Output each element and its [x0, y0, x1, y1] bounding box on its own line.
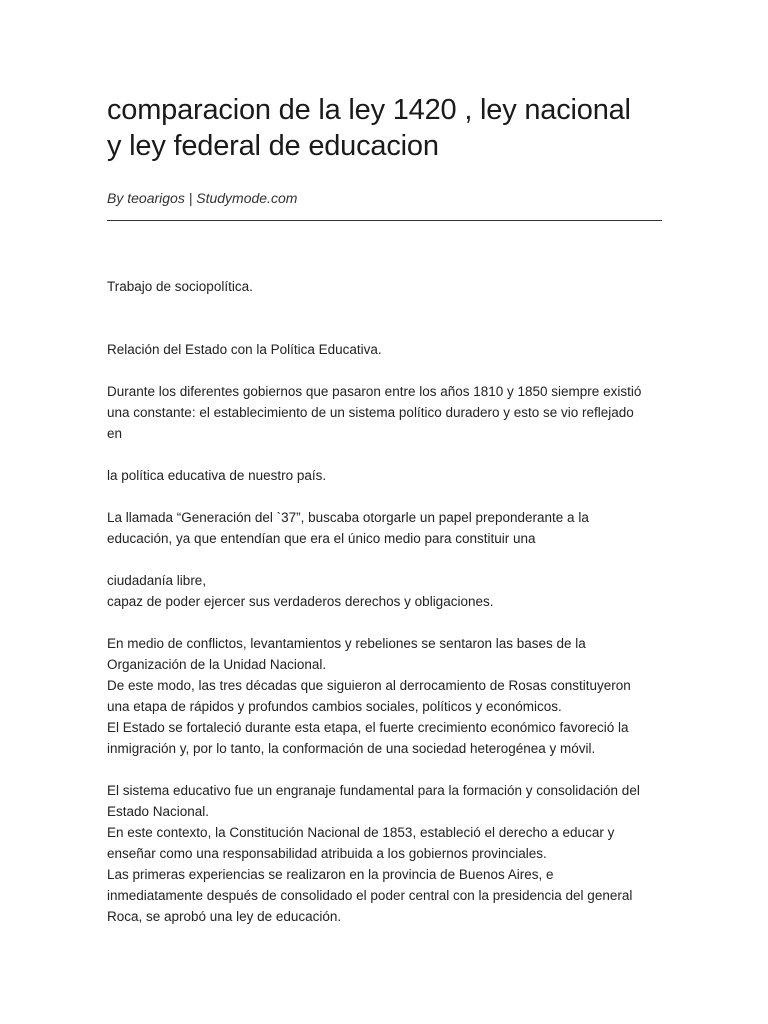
text-line: enseñar como una responsabilidad atribuida a los gobiernos provinciales.: [107, 846, 547, 861]
spacer: [107, 360, 663, 381]
text-line: La llamada “Generación del `37”, buscaba otorgarle un papel preponderante a la: [107, 510, 589, 525]
paragraph-7: [107, 633, 663, 759]
text-line: Roca, se aprobó una ley de educación.: [107, 909, 342, 924]
text-line: en: [107, 426, 123, 441]
text-line: Durante los diferentes gobiernos que pasaron entre los años 1810 y 1850 siempre existió: [107, 384, 642, 399]
document-body: [107, 276, 663, 927]
paragraph-6: [107, 570, 663, 612]
title-line-1: comparacion de la ley 1420 , ley nacional: [107, 94, 631, 126]
paragraph-1: Trabajo de sociopolítica.: [107, 279, 253, 294]
text-line: El Estado se fortaleció durante esta etapa, el fuerte crecimiento económico favoreció la: [107, 720, 629, 735]
text-line: inmediatamente después de consolidado el poder central con la presidencia del general: [107, 888, 633, 903]
spacer: [107, 759, 663, 780]
paragraph-8: [107, 780, 663, 927]
spacer: [107, 486, 663, 507]
text-line: educación, ya que entendían que era el único medio para constituir una: [107, 531, 536, 546]
text-line: De este modo, las tres décadas que siguieron al derrocamiento de Rosas constituyeron: [107, 678, 631, 693]
document-title: [107, 0, 663, 164]
text-line: El sistema educativo fue un engranaje fundamental para la formación y consolidación del: [107, 783, 640, 798]
header-divider: [107, 220, 662, 221]
paragraph-2: Relación del Estado con la Política Educativa.: [107, 342, 382, 357]
text-line: Organización de la Unidad Nacional.: [107, 657, 327, 672]
text-line: Las primeras experiencias se realizaron en la provincia de Buenos Aires, e: [107, 867, 554, 882]
spacer: [107, 612, 663, 633]
paragraph-4: la política educativa de nuestro país.: [107, 468, 327, 483]
author-byline: By teoarigos | Studymode.com: [107, 190, 298, 206]
spacer: [107, 549, 663, 570]
spacer: [107, 297, 663, 339]
text-line: Estado Nacional.: [107, 804, 210, 819]
text-line: En medio de conflictos, levantamientos y rebeliones se sentaron las bases de la: [107, 636, 586, 651]
text-line: ciudadanía libre,: [107, 573, 207, 588]
spacer: [107, 444, 663, 465]
text-line: una constante: el establecimiento de un sistema político duradero y esto se vio reflejado: [107, 405, 634, 420]
document-page: [107, 0, 663, 927]
paragraph-3: [107, 381, 663, 444]
text-line: una etapa de rápidos y profundos cambios sociales, políticos y económicos.: [107, 699, 562, 714]
paragraph-5: [107, 507, 663, 549]
text-line: En este contexto, la Constitución Nacional de 1853, estableció el derecho a educar y: [107, 825, 615, 840]
text-line: inmigración y, por lo tanto, la conformación de una sociedad heterogénea y móvil.: [107, 741, 596, 756]
title-line-2: y ley federal de educacion: [107, 130, 439, 162]
text-line: capaz de poder ejercer sus verdaderos derechos y obligaciones.: [107, 594, 494, 609]
